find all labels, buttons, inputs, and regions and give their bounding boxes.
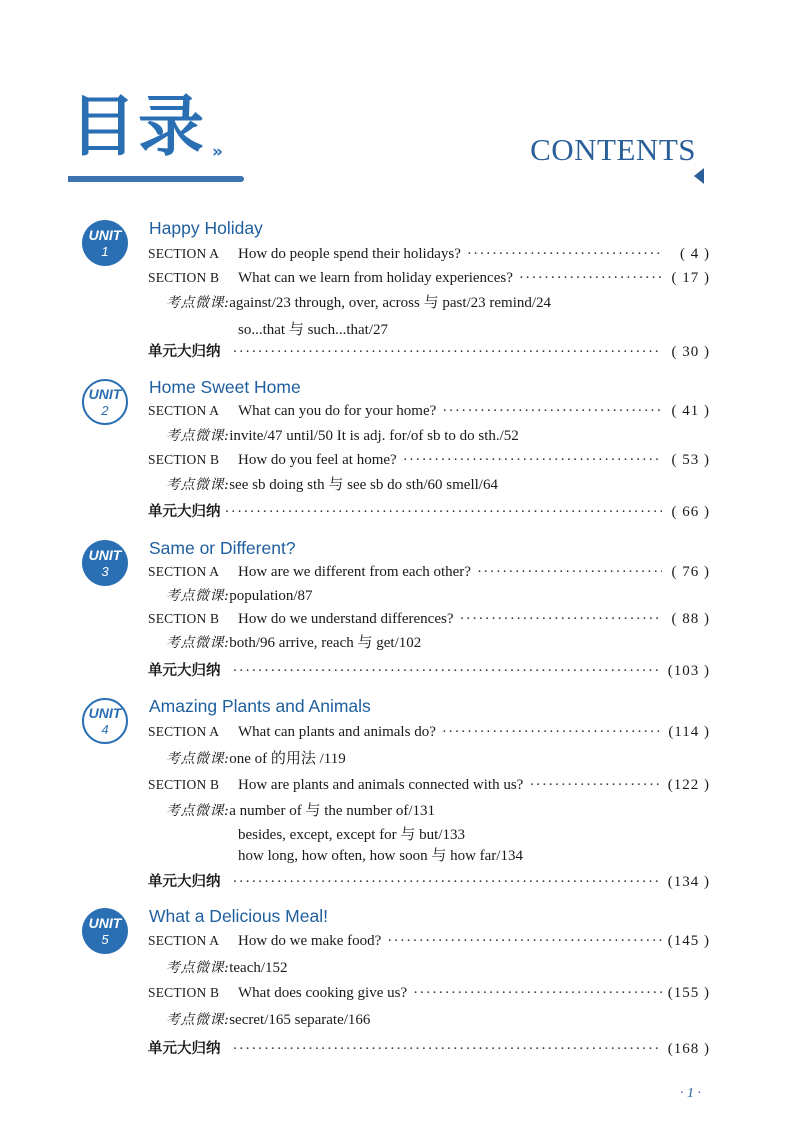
kaodian-line [166, 804, 435, 819]
dot-leader [529, 777, 662, 794]
kaodian-line [166, 296, 551, 311]
svg-text:UNIT: UNIT [88, 386, 122, 402]
svg-text:UNIT: UNIT [88, 547, 122, 563]
kaodian-label: 考点微课: [166, 295, 230, 311]
page-number: ( 17 ) [671, 270, 710, 286]
dot-leader [459, 611, 662, 628]
dot-leader [467, 246, 662, 263]
toc-row-section-a[interactable] [148, 933, 710, 950]
kaodian-text: teach/152 [229, 960, 288, 976]
dot-leader [403, 452, 662, 469]
toc-row-section-b[interactable] [148, 452, 710, 469]
page-number: (155 ) [667, 985, 710, 1001]
kaodian-line [166, 636, 421, 651]
unit-title: Same or Different? [149, 538, 296, 558]
section-label: SECTION A [148, 246, 220, 261]
dot-leader [233, 1041, 663, 1058]
unit-badge-icon [80, 218, 130, 268]
section-label: SECTION B [148, 611, 220, 626]
page-number: ( 41 ) [671, 403, 710, 419]
page-number: (122 ) [667, 777, 710, 793]
page-title-chinese: 目录 [70, 88, 206, 165]
page-folio: · 1 · [680, 1086, 701, 1101]
section-label: SECTION B [148, 985, 220, 1000]
summary-label: 单元大归纳 [148, 1041, 221, 1057]
toc-row-section-a[interactable] [148, 246, 710, 263]
kaodian-text: one of 的用法 /119 [229, 751, 346, 767]
dot-leader [442, 724, 662, 741]
svg-text:5: 5 [101, 932, 109, 947]
dot-leader [477, 564, 662, 581]
triangle-marker-icon [694, 168, 704, 184]
dot-leader [387, 933, 662, 950]
kaodian-label: 考点微课: [166, 1012, 230, 1028]
kaodian-label: 考点微课: [166, 635, 230, 651]
section-title: How do we understand differences? [238, 611, 454, 627]
dot-leader [519, 270, 662, 287]
page-number: ( 76 ) [671, 564, 710, 580]
toc-row-unit-summary[interactable] [148, 500, 710, 521]
summary-label: 单元大归纳 [148, 504, 221, 520]
page-number: (134 ) [667, 874, 710, 890]
unit-title: What a Delicious Meal! [149, 906, 328, 926]
svg-text:1: 1 [101, 244, 109, 259]
section-title: How do you feel at home? [238, 452, 397, 468]
kaodian-label: 考点微课: [166, 477, 230, 493]
page-title-english: CONTENTS [530, 132, 696, 167]
unit-1-block [80, 218, 720, 368]
section-title: How are plants and animals connected with us? [238, 777, 524, 793]
unit-2-block [80, 377, 720, 527]
kaodian-text: see sb doing sth 与 see sb do sth/60 smell/64 [229, 477, 498, 493]
page-number: (103 ) [667, 663, 710, 679]
page-number: (168 ) [667, 1041, 710, 1057]
section-label: SECTION A [148, 724, 220, 739]
kaodian-line [166, 429, 519, 444]
kaodian-label: 考点微课: [166, 803, 230, 819]
dot-leader [233, 344, 663, 361]
dot-leader [233, 874, 663, 891]
page-number: ( 66 ) [671, 504, 710, 520]
toc-row-section-a[interactable] [148, 724, 710, 741]
svg-text:UNIT: UNIT [88, 227, 122, 243]
dot-leader [442, 403, 662, 420]
kaodian-text: a number of 与 the number of/131 [229, 803, 436, 819]
section-label: SECTION B [148, 452, 220, 467]
section-label: SECTION B [148, 270, 220, 285]
page-number: ( 4 ) [680, 246, 710, 262]
section-title: What can plants and animals do? [238, 724, 436, 740]
kaodian-text: against/23 through, over, across 与 past/23 remind/24 [229, 295, 552, 311]
page-number: ( 30 ) [671, 344, 710, 360]
section-label: SECTION A [148, 564, 220, 579]
kaodian-text: population/87 [229, 588, 313, 604]
section-title: How do people spend their holidays? [238, 246, 461, 262]
title-underline-bar [68, 176, 244, 182]
section-label: SECTION A [148, 933, 220, 948]
section-label: SECTION A [148, 403, 220, 418]
unit-badge-icon [80, 538, 130, 588]
section-label: SECTION B [148, 777, 220, 792]
toc-row-section-a[interactable] [148, 564, 710, 581]
kaodian-line [166, 752, 346, 767]
section-title: How do we make food? [238, 933, 382, 949]
kaodian-text: how long, how often, how soon 与 how far/134 [238, 848, 523, 864]
kaodian-label: 考点微课: [166, 428, 230, 444]
toc-row-unit-summary[interactable] [148, 340, 710, 361]
toc-row-section-a[interactable] [148, 403, 710, 420]
unit-3-block [80, 538, 720, 688]
section-title: What does cooking give us? [238, 985, 408, 1001]
page-number: ( 53 ) [671, 452, 710, 468]
kaodian-text: so...that 与 such...that/27 [238, 322, 388, 338]
kaodian-text: invite/47 until/50 It is adj. for/of sb to do sth./52 [229, 428, 519, 444]
page-number: (145 ) [667, 933, 710, 949]
toc-row-section-b[interactable] [148, 270, 710, 287]
toc-row-unit-summary[interactable] [148, 659, 710, 680]
section-title: What can you do for your home? [238, 403, 437, 419]
toc-row-unit-summary[interactable] [148, 1037, 710, 1058]
kaodian-label: 考点微课: [166, 960, 230, 976]
unit-badge-icon [80, 906, 130, 956]
kaodian-line [166, 478, 498, 493]
kaodian-line [166, 1013, 370, 1028]
svg-text:UNIT: UNIT [88, 705, 122, 721]
dot-leader [413, 985, 662, 1002]
page-number: (114 ) [668, 724, 710, 740]
dot-leader [233, 663, 663, 680]
toc-row-section-b[interactable] [148, 611, 710, 628]
summary-label: 单元大归纳 [148, 663, 221, 679]
svg-text:2: 2 [101, 403, 109, 418]
kaodian-line [166, 589, 313, 604]
kaodian-label: 考点微课: [166, 751, 230, 767]
summary-label: 单元大归纳 [148, 344, 221, 360]
summary-label: 单元大归纳 [148, 874, 221, 890]
toc-row-unit-summary[interactable] [148, 870, 710, 891]
svg-text:UNIT: UNIT [88, 915, 122, 931]
kaodian-line [166, 961, 288, 976]
kaodian-text: secret/165 separate/166 [229, 1012, 371, 1028]
unit-title: Happy Holiday [149, 218, 263, 238]
kaodian-text: besides, except, except for 与 but/133 [238, 827, 466, 843]
kaodian-text: both/96 arrive, reach 与 get/102 [229, 635, 422, 651]
dot-leader [225, 504, 663, 521]
page-number: ( 88 ) [671, 611, 710, 627]
toc-row-section-b[interactable] [148, 777, 710, 794]
unit-4-block [80, 696, 720, 896]
unit-badge-icon [80, 377, 130, 427]
unit-5-block [80, 906, 720, 1066]
title-arrows-icon: » [212, 142, 223, 162]
section-title: How are we different from each other? [238, 564, 471, 580]
section-title: What can we learn from holiday experiences? [238, 270, 513, 286]
unit-title: Home Sweet Home [149, 377, 301, 397]
svg-text:3: 3 [101, 564, 109, 579]
unit-badge-icon [80, 696, 130, 746]
kaodian-label: 考点微课: [166, 588, 230, 604]
svg-text:4: 4 [101, 722, 109, 737]
unit-title: Amazing Plants and Animals [149, 696, 371, 716]
toc-row-section-b[interactable] [148, 985, 710, 1002]
